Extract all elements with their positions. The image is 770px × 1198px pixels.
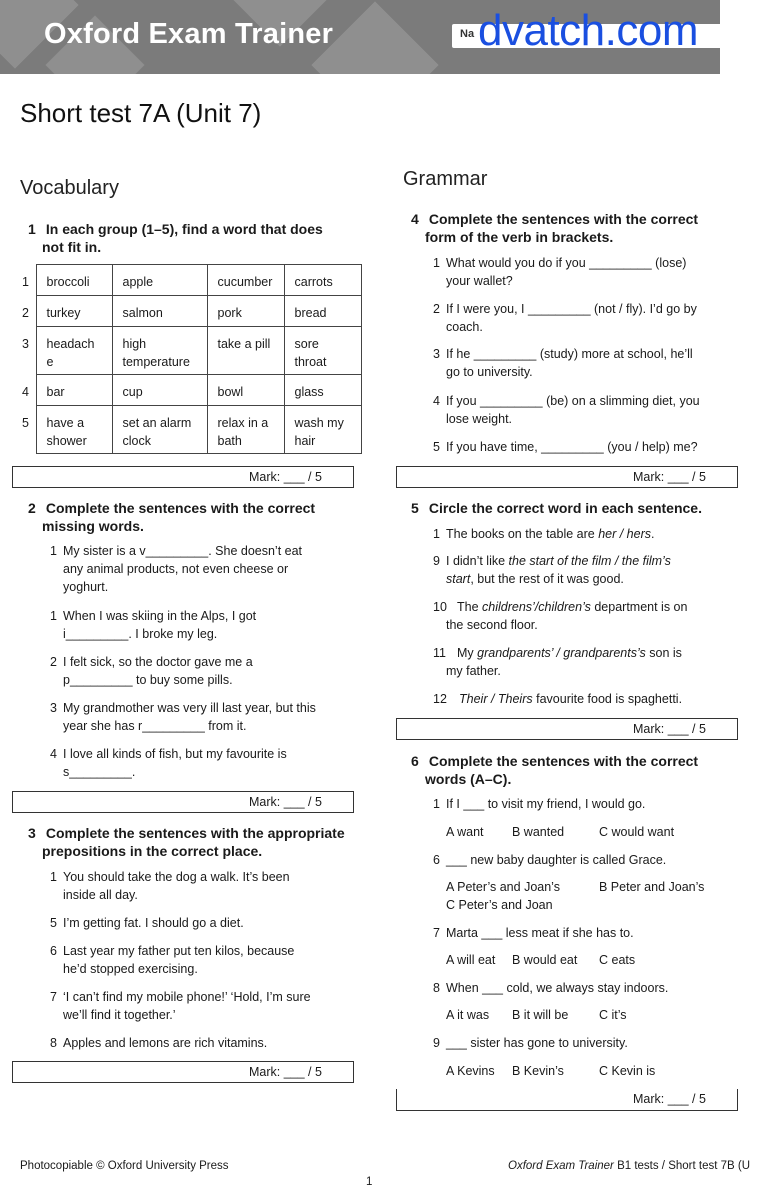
- q4-item: [433, 438, 698, 456]
- watermark: dvatch.com: [478, 6, 698, 55]
- mark-box-q5: [396, 718, 738, 740]
- option-c[interactable]: C eats: [599, 953, 636, 967]
- item-text: lose weight.: [446, 412, 513, 426]
- question-text: prepositions in the correct place.: [42, 843, 263, 859]
- q5-item: [433, 598, 687, 634]
- table-cell[interactable]: turkey: [36, 296, 112, 327]
- item-number: 7: [433, 926, 440, 940]
- table-row: [12, 327, 361, 375]
- option-a[interactable]: A it was: [446, 1008, 490, 1022]
- q2-item: [50, 607, 256, 643]
- question-1-heading: [28, 220, 323, 256]
- option-b[interactable]: B would eat: [512, 953, 578, 967]
- table-cell[interactable]: relax in a bath: [207, 406, 284, 454]
- choice-text[interactable]: grandparents’ / grandparents’s: [477, 646, 646, 660]
- item-text: inside all day.: [63, 888, 138, 902]
- item-text: The: [457, 600, 483, 614]
- item-number: 3: [50, 701, 57, 715]
- q5-item: [433, 644, 682, 680]
- table-cell[interactable]: bar: [36, 375, 112, 406]
- item-text: You should take the dog a walk. It’s been: [63, 870, 290, 884]
- option-c[interactable]: C would want: [599, 825, 675, 839]
- table-cell[interactable]: have a shower: [36, 406, 112, 454]
- item-text: If I were you, I _________ (not / fly). I’d go by: [446, 302, 697, 316]
- row-number: 4: [22, 384, 29, 399]
- q6-item: [433, 851, 666, 869]
- q6-options: [446, 878, 736, 914]
- table-cell[interactable]: set an alarm clock: [112, 406, 207, 454]
- item-text: What would you do if you _________ (lose): [446, 256, 687, 270]
- item-text: If you have time, _________ (you / help) me?: [446, 440, 698, 454]
- item-number: 7: [50, 990, 57, 1004]
- question-number: 1: [28, 221, 36, 237]
- item-number: 1: [433, 527, 440, 541]
- item-text: we’ll find it together.’: [63, 1008, 176, 1022]
- option-c[interactable]: C it’s: [599, 1008, 627, 1022]
- item-text: My grandmother was very ill last year, but this: [63, 701, 316, 715]
- q5-item: [433, 552, 671, 588]
- mark-text: Mark: ___ / 5: [633, 1092, 706, 1106]
- question-text: missing words.: [42, 518, 144, 534]
- item-text: ___ new baby daughter is called Grace.: [446, 853, 667, 867]
- q4-item: [433, 392, 700, 428]
- question-number: 4: [411, 211, 419, 227]
- table-row: [12, 406, 361, 454]
- q6-item: [433, 979, 668, 997]
- footer-copyright: Photocopiable © Oxford University Press: [20, 1160, 229, 1172]
- mark-text: Mark: ___ / 5: [249, 470, 322, 484]
- item-text: If you _________ (be) on a slimming diet, you: [446, 394, 700, 408]
- q3-item: [50, 914, 244, 932]
- footer-test-info: [508, 1160, 750, 1172]
- table-row: [12, 375, 361, 406]
- item-number: 5: [433, 440, 440, 454]
- item-number: 9: [433, 554, 440, 568]
- item-number: 12: [433, 692, 447, 706]
- question-text: not fit in.: [42, 239, 102, 255]
- mark-text: Mark: ___ / 5: [249, 795, 322, 809]
- q5-item: [433, 690, 682, 708]
- q6-item: [433, 795, 645, 813]
- option-c[interactable]: C Peter’s and Joan: [446, 898, 553, 912]
- question-2-heading: [28, 499, 315, 535]
- item-number: 11: [433, 646, 446, 660]
- item-text: I love all kinds of fish, but my favourite is: [63, 747, 287, 761]
- question-text: In each group (1–5), find a word that does: [45, 221, 323, 237]
- q3-item: [50, 988, 311, 1024]
- table-cell[interactable]: cup: [112, 375, 207, 406]
- table-row: [12, 296, 361, 327]
- q4-item: [433, 254, 686, 290]
- question-3-heading: [28, 824, 345, 860]
- item-text: The books on the table are: [446, 527, 599, 541]
- item-number: 8: [50, 1036, 57, 1050]
- item-text: Apples and lemons are rich vitamins.: [63, 1036, 268, 1050]
- mark-text: Mark: ___ / 5: [633, 722, 706, 736]
- item-text: i_________. I broke my leg.: [63, 627, 218, 641]
- item-number: 1: [50, 609, 57, 623]
- option-c[interactable]: C Kevin is: [599, 1064, 656, 1078]
- q6-options: [446, 1006, 736, 1024]
- question-number: 2: [28, 500, 36, 516]
- item-text: your wallet?: [446, 274, 513, 288]
- item-text: the second floor.: [446, 618, 538, 632]
- question-number: 5: [411, 500, 419, 516]
- table-cell[interactable]: bread: [284, 296, 361, 327]
- item-number: 6: [50, 944, 57, 958]
- item-text: favourite food is spaghetti.: [532, 692, 683, 706]
- item-number: 3: [433, 347, 440, 361]
- table-row: [12, 265, 361, 296]
- q6-options: [446, 951, 736, 969]
- q5-item: [433, 525, 654, 543]
- item-number: 2: [433, 302, 440, 316]
- question-5-heading: [411, 499, 702, 517]
- item-text: I’m getting fat. I should go a diet.: [63, 916, 244, 930]
- item-text: coach.: [446, 320, 483, 334]
- item-text: year she has r_________ from it.: [63, 719, 247, 733]
- item-number: 2: [50, 655, 57, 669]
- table-cell[interactable]: headach e: [36, 327, 112, 375]
- item-text: my father.: [446, 664, 501, 678]
- q2-item: [50, 653, 253, 689]
- table-cell[interactable]: glass: [284, 375, 361, 406]
- mark-box-q1: [12, 466, 354, 488]
- choice-text[interactable]: Their / Theirs: [459, 692, 533, 706]
- item-number: 5: [50, 916, 57, 930]
- item-number: 4: [50, 747, 57, 761]
- row-number: 1: [22, 274, 29, 289]
- page-title: Short test 7A (Unit 7): [20, 98, 262, 128]
- item-number: 4: [433, 394, 440, 408]
- item-number: 10: [433, 600, 447, 614]
- item-text: When ___ cold, we always stay indoors.: [446, 981, 669, 995]
- item-number: 1: [50, 544, 57, 558]
- item-number: 6: [433, 853, 440, 867]
- q2-item: [50, 699, 316, 735]
- item-text: yoghurt.: [63, 580, 109, 594]
- q3-item: [50, 868, 290, 904]
- option-b[interactable]: B Kevin’s: [512, 1064, 564, 1078]
- q4-item: [433, 345, 693, 381]
- item-number: 1: [433, 256, 440, 270]
- option-b[interactable]: B wanted: [512, 825, 565, 839]
- q2-item: [50, 542, 302, 596]
- row-number: 5: [22, 415, 29, 430]
- table-cell[interactable]: sore throat: [284, 327, 361, 375]
- item-text: ‘I can’t find my mobile phone!’ ‘Hold, I’m sure: [63, 990, 311, 1004]
- q6-item: [433, 1034, 628, 1052]
- mark-box-q4: [396, 466, 738, 488]
- item-text: If I ___ to visit my friend, I would go.: [446, 797, 646, 811]
- table-cell[interactable]: high temperature: [112, 327, 207, 375]
- question-text: Complete the sentences with the correct: [428, 211, 699, 227]
- q2-item: [50, 745, 287, 781]
- item-text: s_________.: [63, 765, 136, 779]
- question-text: Complete the sentences with the correct: [428, 753, 699, 769]
- choice-text[interactable]: start: [446, 572, 471, 586]
- question-number: 3: [28, 825, 36, 841]
- option-a[interactable]: A Kevins: [446, 1064, 495, 1078]
- item-text: go to university.: [446, 365, 533, 379]
- q4-item: [433, 300, 697, 336]
- item-text: ___ sister has gone to university.: [446, 1036, 628, 1050]
- footer-test-name: B1 tests / Short test 7B (U: [613, 1160, 751, 1172]
- table-cell[interactable]: bowl: [207, 375, 284, 406]
- page-number: 1: [366, 1176, 373, 1188]
- question-number: 6: [411, 753, 419, 769]
- name-label: Na: [460, 28, 475, 40]
- mark-box-q6: [396, 1089, 738, 1111]
- item-text: .: [651, 527, 655, 541]
- footer-series-title: Oxford Exam Trainer: [508, 1160, 614, 1172]
- item-text: p_________ to buy some pills.: [63, 673, 233, 687]
- option-b[interactable]: B Peter and Joan’s: [599, 880, 705, 894]
- table-cell[interactable]: salmon: [112, 296, 207, 327]
- question-text: words (A–C).: [425, 771, 512, 787]
- row-number: 3: [22, 336, 29, 351]
- mark-box-q2: [12, 791, 354, 813]
- choice-text[interactable]: childrens’/children’s: [482, 600, 591, 614]
- option-a[interactable]: A will eat: [446, 953, 496, 967]
- table-cell[interactable]: carrots: [284, 265, 361, 296]
- item-text: Marta ___ less meat if she has to.: [446, 926, 634, 940]
- item-text: I felt sick, so the doctor gave me a: [63, 655, 253, 669]
- row-number: 2: [22, 305, 29, 320]
- table-cell[interactable]: cucumber: [207, 265, 284, 296]
- item-text: he’d stopped exercising.: [63, 962, 198, 976]
- vocabulary-table: [12, 264, 362, 454]
- table-cell[interactable]: apple: [112, 265, 207, 296]
- option-a[interactable]: A Peter’s and Joan’s: [446, 880, 560, 894]
- section-heading-vocabulary: Vocabulary: [20, 177, 119, 199]
- item-text: son is: [645, 646, 682, 660]
- q3-item: [50, 942, 294, 978]
- question-text: form of the verb in brackets.: [425, 229, 614, 245]
- item-text: Last year my father put ten kilos, because: [63, 944, 295, 958]
- item-number: 9: [433, 1036, 440, 1050]
- q3-item: [50, 1034, 267, 1052]
- table-cell[interactable]: broccoli: [36, 265, 112, 296]
- q6-options: [446, 1062, 736, 1080]
- item-text: When I was skiing in the Alps, I got: [63, 609, 257, 623]
- question-text: Complete the sentences with the appropriate: [45, 825, 345, 841]
- q6-options: [446, 823, 736, 841]
- question-4-heading: [411, 210, 698, 246]
- table-cell[interactable]: pork: [207, 296, 284, 327]
- item-text: any animal products, not even cheese or: [63, 562, 289, 576]
- item-number: 1: [50, 870, 57, 884]
- question-text: Circle the correct word in each sentence.: [428, 500, 702, 516]
- item-text: department is on: [590, 600, 688, 614]
- item-number: 8: [433, 981, 440, 995]
- section-heading-grammar: Grammar: [403, 168, 488, 190]
- item-text: , but the rest of it was good.: [470, 572, 624, 586]
- mark-box-q3: [12, 1061, 354, 1083]
- option-a[interactable]: A want: [446, 825, 484, 839]
- option-b[interactable]: B it will be: [512, 1008, 569, 1022]
- question-6-heading: [411, 752, 698, 788]
- item-text: My sister is a v_________. She doesn’t eat: [63, 544, 303, 558]
- table-cell[interactable]: wash my hair: [284, 406, 361, 454]
- item-text: I didn’t like: [446, 554, 509, 568]
- choice-text[interactable]: her / hers: [598, 527, 651, 541]
- choice-text[interactable]: the start of the film / the film’s: [508, 554, 671, 568]
- mark-text: Mark: ___ / 5: [633, 470, 706, 484]
- item-number: 1: [433, 797, 440, 811]
- banner-title: Oxford Exam Trainer: [44, 18, 334, 50]
- mark-text: Mark: ___ / 5: [249, 1065, 322, 1079]
- table-cell[interactable]: take a pill: [207, 327, 284, 375]
- q6-item: [433, 924, 634, 942]
- item-text: My: [457, 646, 478, 660]
- item-text: If he _________ (study) more at school, he’ll: [446, 347, 693, 361]
- question-text: Complete the sentences with the correct: [45, 500, 316, 516]
